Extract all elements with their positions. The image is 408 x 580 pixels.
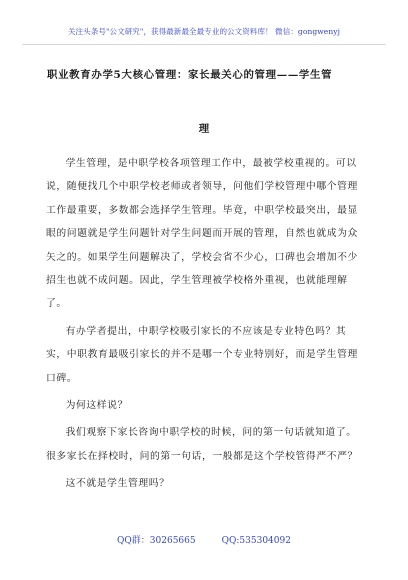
body-paragraph: 有办学者提出，中职学校吸引家长的不应该是专业特色吗？其实，中职教育最吸引家长的并不是哪一个专业特别好，而是学生管理口碑。	[46, 325, 358, 384]
body-paragraph: 这不就是学生管理吗？	[65, 478, 170, 490]
document-title-line2: 理	[198, 123, 210, 135]
body-paragraph: 为何这样说？	[65, 400, 128, 412]
body-paragraph: 学生管理，是中职学校各项管理工作中，最被学校重视的。可以说，随便找几个中职学校老师或者领导，问他们学校管理中哪个管理工作最重要，多数都会选择学生管理。毕竟，中职学校最突出，最显眼的问题就是学生问题针对学生问题而开展的管理，自然也就成为众矢之的。如果学生问题解决了，学校会省不少心，口碑也会增加不少招生也就不成问题。因此，学生管理被学校格外重视，也就能理解了。	[46, 158, 358, 310]
body-paragraph: 我们观察下家长咨询中职学校的时候，问的第一句话就知道了。很多家长在择校时，问的第一句话，一般都是这个学校管得严不严？	[46, 427, 358, 462]
footer	[0, 533, 408, 546]
header-note: 关注头条号"公文研究"，获得最新最全最专业的公文资料库！ 微信：gongwenyj	[67, 27, 341, 36]
document-title-line1: 职业教育办学5大核心管理：家长最关心的管理——学生管	[47, 69, 333, 81]
header-divider	[22, 44, 386, 45]
footer-qq: QQ:535304092	[221, 536, 291, 546]
footer-qq-group: QQ群：30265665	[117, 536, 196, 546]
document-body	[46, 152, 362, 500]
